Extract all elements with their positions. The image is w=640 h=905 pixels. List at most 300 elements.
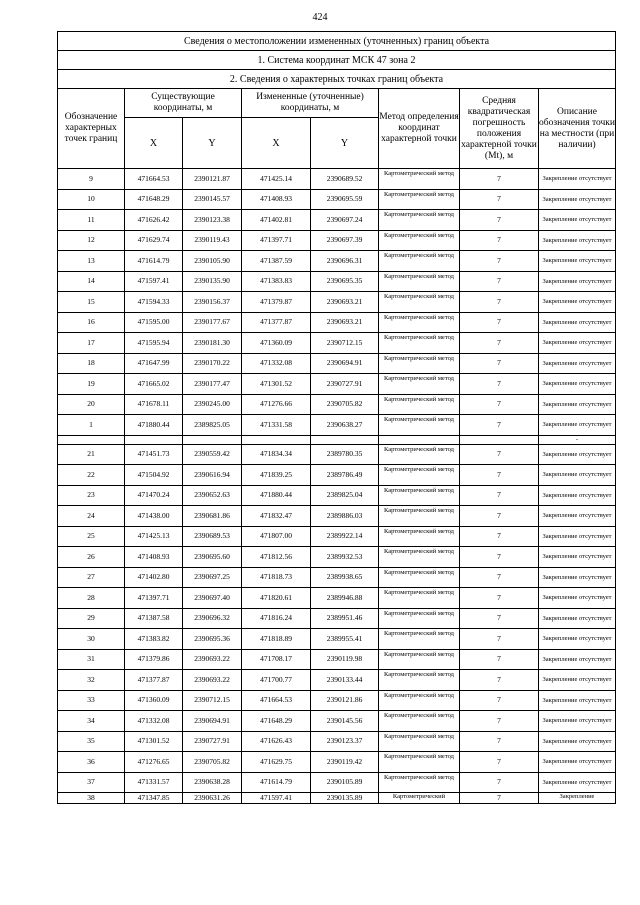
- changed-y: 2390705.82: [311, 394, 379, 415]
- table-row: [58, 608, 616, 629]
- changed-y: 2389946.88: [311, 588, 379, 609]
- changed-y: 2390123.37: [311, 731, 379, 752]
- point-number: 11: [58, 210, 125, 231]
- coordinate-system-row: [58, 51, 616, 70]
- existing-x: 471276.65: [125, 752, 183, 773]
- point-number: 36: [58, 752, 125, 773]
- changed-x: 471276.66: [242, 394, 311, 415]
- changed-x: 471664.53: [242, 690, 311, 711]
- changed-x: 471708.17: [242, 649, 311, 670]
- existing-y: 2390697.40: [183, 588, 242, 609]
- changed-y: 2389825.04: [311, 485, 379, 506]
- point-number: 33: [58, 690, 125, 711]
- table-row: [58, 435, 616, 444]
- table-row: [58, 629, 616, 650]
- existing-y: 2390689.53: [183, 526, 242, 547]
- table-row: [58, 333, 616, 354]
- existing-x: 471647.99: [125, 353, 183, 374]
- changed-x: 471839.25: [242, 465, 311, 486]
- existing-y: 2390145.57: [183, 189, 242, 210]
- description: Закрепление: [539, 793, 616, 804]
- table-row: [58, 690, 616, 711]
- error: 7: [460, 793, 539, 804]
- point-number: 30: [58, 629, 125, 650]
- changed-x: 471812.56: [242, 547, 311, 568]
- changed-x: 471332.08: [242, 353, 311, 374]
- existing-x: 471377.87: [125, 670, 183, 691]
- changed-x: 471820.61: [242, 588, 311, 609]
- description: Закрепление отсутствует: [539, 485, 616, 506]
- header-point: Обозначение характерных точек границ: [58, 89, 125, 169]
- error: 7: [460, 711, 539, 732]
- error: 7: [460, 731, 539, 752]
- changed-x: 471629.75: [242, 752, 311, 773]
- table-row: [58, 230, 616, 251]
- existing-x: 471614.79: [125, 251, 183, 272]
- table-row: [58, 210, 616, 231]
- changed-y: 2390693.21: [311, 292, 379, 313]
- existing-y: 2390135.90: [183, 271, 242, 292]
- point-number: 28: [58, 588, 125, 609]
- changed-x: 471402.81: [242, 210, 311, 231]
- existing-x: 471595.00: [125, 312, 183, 333]
- existing-x: 471451.73: [125, 444, 183, 465]
- method: Картометрический метод: [379, 547, 460, 568]
- point-number: 32: [58, 670, 125, 691]
- method: Картометрический метод: [379, 444, 460, 465]
- changed-x: [242, 435, 311, 444]
- description: Закрепление отсутствует: [539, 731, 616, 752]
- description: Закрепление отсутствует: [539, 394, 616, 415]
- existing-x: 471332.08: [125, 711, 183, 732]
- method: Картометрический метод: [379, 271, 460, 292]
- description: Закрепление отсутствует: [539, 312, 616, 333]
- changed-y: 2390638.27: [311, 415, 379, 436]
- header-changed: Измененные (уточненные) координаты, м: [242, 89, 379, 118]
- method: Картометрический метод: [379, 711, 460, 732]
- table-row: [58, 649, 616, 670]
- changed-y: 2390133.44: [311, 670, 379, 691]
- error: 7: [460, 251, 539, 272]
- coordinate-system: 1. Система координат МСК 47 зона 2: [58, 51, 616, 70]
- changed-x: 471614.79: [242, 772, 311, 793]
- section-title: 2. Сведения о характерных точках границ объекта: [58, 70, 616, 89]
- existing-y: 2390123.38: [183, 210, 242, 231]
- description: Закрепление отсутствует: [539, 353, 616, 374]
- error: 7: [460, 629, 539, 650]
- error: 7: [460, 353, 539, 374]
- point-number: 26: [58, 547, 125, 568]
- description: Закрепление отсутствует: [539, 444, 616, 465]
- header-existing: Существующие координаты, м: [125, 89, 242, 118]
- table-row: [58, 292, 616, 313]
- point-number: 19: [58, 374, 125, 395]
- boundary-points-table: [57, 31, 616, 804]
- error: 7: [460, 772, 539, 793]
- existing-x: 471425.13: [125, 526, 183, 547]
- changed-x: 471818.89: [242, 629, 311, 650]
- existing-y: 2390119.43: [183, 230, 242, 251]
- description: Закрепление отсутствует: [539, 588, 616, 609]
- point-number: 34: [58, 711, 125, 732]
- header-existing-y: Y: [183, 118, 242, 169]
- method: Картометрический метод: [379, 189, 460, 210]
- table-row: [58, 793, 616, 804]
- changed-y: 2389955.41: [311, 629, 379, 650]
- changed-x: 471880.44: [242, 485, 311, 506]
- existing-y: 2390156.37: [183, 292, 242, 313]
- point-number: 17: [58, 333, 125, 354]
- existing-y: 2389825.05: [183, 415, 242, 436]
- changed-x: 471807.00: [242, 526, 311, 547]
- changed-y: 2390695.35: [311, 271, 379, 292]
- description: Закрепление отсутствует: [539, 374, 616, 395]
- changed-x: 471377.87: [242, 312, 311, 333]
- existing-y: 2390695.36: [183, 629, 242, 650]
- existing-y: 2390105.90: [183, 251, 242, 272]
- error: 7: [460, 210, 539, 231]
- description: Закрепление отсутствует: [539, 333, 616, 354]
- description: Закрепление отсутствует: [539, 251, 616, 272]
- point-number: 31: [58, 649, 125, 670]
- existing-y: 2390693.22: [183, 670, 242, 691]
- existing-x: 471383.82: [125, 629, 183, 650]
- existing-x: 471595.94: [125, 333, 183, 354]
- error: 7: [460, 394, 539, 415]
- error: 7: [460, 547, 539, 568]
- table-row: [58, 169, 616, 190]
- existing-y: 2390616.94: [183, 465, 242, 486]
- table-row: [58, 526, 616, 547]
- error: 7: [460, 465, 539, 486]
- point-number: 24: [58, 506, 125, 527]
- existing-y: 2390695.60: [183, 547, 242, 568]
- changed-x: 471360.09: [242, 333, 311, 354]
- table-row: [58, 271, 616, 292]
- changed-y: 2390695.59: [311, 189, 379, 210]
- description: Закрепление отсутствует: [539, 465, 616, 486]
- point-number: 23: [58, 485, 125, 506]
- point-number: 27: [58, 567, 125, 588]
- description: Закрепление отсутствует: [539, 690, 616, 711]
- description: Закрепление отсутствует: [539, 210, 616, 231]
- error: 7: [460, 444, 539, 465]
- description: Закрепление отсутствует: [539, 230, 616, 251]
- existing-x: 471470.24: [125, 485, 183, 506]
- error: 7: [460, 292, 539, 313]
- changed-y: 2390121.86: [311, 690, 379, 711]
- description: Закрепление отсутствует: [539, 752, 616, 773]
- existing-x: 471408.93: [125, 547, 183, 568]
- method: Картометрический метод: [379, 690, 460, 711]
- method: Картометрический метод: [379, 251, 460, 272]
- changed-y: 2390689.52: [311, 169, 379, 190]
- table-row: [58, 485, 616, 506]
- existing-x: 471438.00: [125, 506, 183, 527]
- error: 7: [460, 608, 539, 629]
- existing-x: 471626.42: [125, 210, 183, 231]
- method: Картометрический метод: [379, 588, 460, 609]
- existing-y: 2390712.15: [183, 690, 242, 711]
- table-row: [58, 731, 616, 752]
- description: -: [539, 435, 616, 444]
- existing-x: 471387.58: [125, 608, 183, 629]
- existing-y: 2390693.22: [183, 649, 242, 670]
- table-row: [58, 189, 616, 210]
- description: Закрепление отсутствует: [539, 711, 616, 732]
- point-number: 35: [58, 731, 125, 752]
- point-number: 29: [58, 608, 125, 629]
- changed-y: 2389938.65: [311, 567, 379, 588]
- changed-y: 2390135.89: [311, 793, 379, 804]
- point-number: 9: [58, 169, 125, 190]
- changed-x: 471301.52: [242, 374, 311, 395]
- method: Картометрический метод: [379, 374, 460, 395]
- method: Картометрический метод: [379, 353, 460, 374]
- table-row: [58, 506, 616, 527]
- table-row: [58, 547, 616, 568]
- existing-x: 471397.71: [125, 588, 183, 609]
- existing-y: 2390727.91: [183, 731, 242, 752]
- changed-x: 471832.47: [242, 506, 311, 527]
- existing-x: 471597.41: [125, 271, 183, 292]
- description: Закрепление отсутствует: [539, 547, 616, 568]
- description: Закрепление отсутствует: [539, 567, 616, 588]
- method: Картометрический метод: [379, 649, 460, 670]
- existing-y: 2390631.26: [183, 793, 242, 804]
- title-row: [58, 32, 616, 51]
- changed-y: 2390696.31: [311, 251, 379, 272]
- changed-x: 471379.87: [242, 292, 311, 313]
- changed-y: 2389886.03: [311, 506, 379, 527]
- changed-y: 2390119.98: [311, 649, 379, 670]
- table-body: [58, 169, 616, 804]
- error: 7: [460, 526, 539, 547]
- existing-x: 471504.92: [125, 465, 183, 486]
- method: Картометрический метод: [379, 210, 460, 231]
- existing-y: 2390681.86: [183, 506, 242, 527]
- header-existing-x: X: [125, 118, 183, 169]
- existing-x: 471664.53: [125, 169, 183, 190]
- point-number: [58, 435, 125, 444]
- description: Закрепление отсутствует: [539, 670, 616, 691]
- existing-y: 2390638.28: [183, 772, 242, 793]
- changed-y: 2390712.15: [311, 333, 379, 354]
- existing-x: 471678.11: [125, 394, 183, 415]
- error: 7: [460, 649, 539, 670]
- existing-x: 471665.02: [125, 374, 183, 395]
- existing-x: [125, 435, 183, 444]
- table-row: [58, 567, 616, 588]
- changed-y: 2390693.21: [311, 312, 379, 333]
- existing-y: 2390245.00: [183, 394, 242, 415]
- table-row: [58, 374, 616, 395]
- method: Картометрический метод: [379, 608, 460, 629]
- description: Закрепление отсутствует: [539, 506, 616, 527]
- table-row: [58, 670, 616, 691]
- error: 7: [460, 333, 539, 354]
- error: [460, 435, 539, 444]
- error: 7: [460, 485, 539, 506]
- description: Закрепление отсутствует: [539, 189, 616, 210]
- table-row: [58, 394, 616, 415]
- changed-x: 471397.71: [242, 230, 311, 251]
- point-number: 18: [58, 353, 125, 374]
- changed-x: 471834.34: [242, 444, 311, 465]
- method: Картометрический метод: [379, 292, 460, 313]
- changed-x: 471331.58: [242, 415, 311, 436]
- section-row: [58, 70, 616, 89]
- description: Закрепление отсутствует: [539, 629, 616, 650]
- point-number: 10: [58, 189, 125, 210]
- changed-y: 2389932.53: [311, 547, 379, 568]
- error: 7: [460, 567, 539, 588]
- existing-x: 471402.80: [125, 567, 183, 588]
- table-row: [58, 415, 616, 436]
- point-number: 25: [58, 526, 125, 547]
- description: Закрепление отсутствует: [539, 292, 616, 313]
- point-number: 12: [58, 230, 125, 251]
- changed-x: 471648.29: [242, 711, 311, 732]
- description: Закрепление отсутствует: [539, 772, 616, 793]
- point-number: 15: [58, 292, 125, 313]
- changed-y: 2389780.35: [311, 444, 379, 465]
- changed-y: 2390697.39: [311, 230, 379, 251]
- existing-x: 471880.44: [125, 415, 183, 436]
- method: Картометрический метод: [379, 485, 460, 506]
- table-row: [58, 353, 616, 374]
- table-row: [58, 772, 616, 793]
- method: Картометрический метод: [379, 394, 460, 415]
- header-row-1: [58, 89, 616, 118]
- method: Картометрический метод: [379, 465, 460, 486]
- changed-y: 2389786.49: [311, 465, 379, 486]
- error: 7: [460, 312, 539, 333]
- changed-x: 471626.43: [242, 731, 311, 752]
- point-number: 38: [58, 793, 125, 804]
- table-row: [58, 711, 616, 732]
- method: Картометрический метод: [379, 752, 460, 773]
- table-row: [58, 312, 616, 333]
- error: 7: [460, 506, 539, 527]
- changed-y: 2390697.24: [311, 210, 379, 231]
- method: Картометрический метод: [379, 415, 460, 436]
- changed-x: 471700.77: [242, 670, 311, 691]
- error: 7: [460, 588, 539, 609]
- existing-y: 2390705.82: [183, 752, 242, 773]
- existing-x: 471648.29: [125, 189, 183, 210]
- existing-y: 2390696.32: [183, 608, 242, 629]
- changed-x: 471597.41: [242, 793, 311, 804]
- header-changed-y: Y: [311, 118, 379, 169]
- existing-y: 2390177.67: [183, 312, 242, 333]
- point-number: 1: [58, 415, 125, 436]
- changed-x: 471425.14: [242, 169, 311, 190]
- error: 7: [460, 189, 539, 210]
- changed-y: 2390119.42: [311, 752, 379, 773]
- changed-y: [311, 435, 379, 444]
- error: 7: [460, 169, 539, 190]
- changed-y: 2389922.14: [311, 526, 379, 547]
- error: 7: [460, 374, 539, 395]
- table-title: Сведения о местоположении измененных (уточненных) границ объекта: [58, 32, 616, 51]
- table-row: [58, 444, 616, 465]
- existing-x: 471331.57: [125, 772, 183, 793]
- method: Картометрический метод: [379, 230, 460, 251]
- existing-x: 471379.86: [125, 649, 183, 670]
- existing-y: 2390559.42: [183, 444, 242, 465]
- description: Закрепление отсутствует: [539, 271, 616, 292]
- page-number: 424: [312, 12, 328, 23]
- existing-y: 2390652.63: [183, 485, 242, 506]
- point-number: 21: [58, 444, 125, 465]
- method: Картометрический: [379, 793, 460, 804]
- changed-x: 471408.93: [242, 189, 311, 210]
- existing-x: 471594.33: [125, 292, 183, 313]
- changed-y: 2390145.56: [311, 711, 379, 732]
- method: Картометрический метод: [379, 567, 460, 588]
- point-number: 16: [58, 312, 125, 333]
- point-number: 20: [58, 394, 125, 415]
- description: Закрепление отсутствует: [539, 649, 616, 670]
- table-row: [58, 465, 616, 486]
- method: [379, 435, 460, 444]
- description: Закрепление отсутствует: [539, 169, 616, 190]
- description: Закрепление отсутствует: [539, 608, 616, 629]
- changed-y: 2390694.91: [311, 353, 379, 374]
- point-number: 22: [58, 465, 125, 486]
- existing-y: [183, 435, 242, 444]
- header-changed-x: X: [242, 118, 311, 169]
- error: 7: [460, 670, 539, 691]
- changed-x: 471818.73: [242, 567, 311, 588]
- method: Картометрический метод: [379, 731, 460, 752]
- method: Картометрический метод: [379, 670, 460, 691]
- point-number: 14: [58, 271, 125, 292]
- description: Закрепление отсутствует: [539, 415, 616, 436]
- method: Картометрический метод: [379, 772, 460, 793]
- method: Картометрический метод: [379, 169, 460, 190]
- error: 7: [460, 230, 539, 251]
- header-method: Метод определения координат характерной точки: [379, 89, 460, 169]
- method: Картометрический метод: [379, 312, 460, 333]
- method: Картометрический метод: [379, 506, 460, 527]
- table-row: [58, 251, 616, 272]
- error: 7: [460, 752, 539, 773]
- changed-x: 471816.24: [242, 608, 311, 629]
- error: 7: [460, 690, 539, 711]
- changed-y: 2390105.89: [311, 772, 379, 793]
- existing-x: 471360.09: [125, 690, 183, 711]
- point-number: 13: [58, 251, 125, 272]
- existing-y: 2390694.91: [183, 711, 242, 732]
- changed-y: 2390727.91: [311, 374, 379, 395]
- method: Картометрический метод: [379, 629, 460, 650]
- changed-x: 471383.83: [242, 271, 311, 292]
- header-error: Средняя квадратическая погрешность положения характерной точки (Mt), м: [460, 89, 539, 169]
- existing-y: 2390121.87: [183, 169, 242, 190]
- table-row: [58, 752, 616, 773]
- existing-y: 2390170.22: [183, 353, 242, 374]
- error: 7: [460, 271, 539, 292]
- changed-y: 2389951.46: [311, 608, 379, 629]
- existing-y: 2390181.30: [183, 333, 242, 354]
- existing-x: 471629.74: [125, 230, 183, 251]
- error: 7: [460, 415, 539, 436]
- changed-x: 471387.59: [242, 251, 311, 272]
- header-description: Описание обозначения точки на местности (при наличии): [539, 89, 616, 169]
- existing-x: 471347.85: [125, 793, 183, 804]
